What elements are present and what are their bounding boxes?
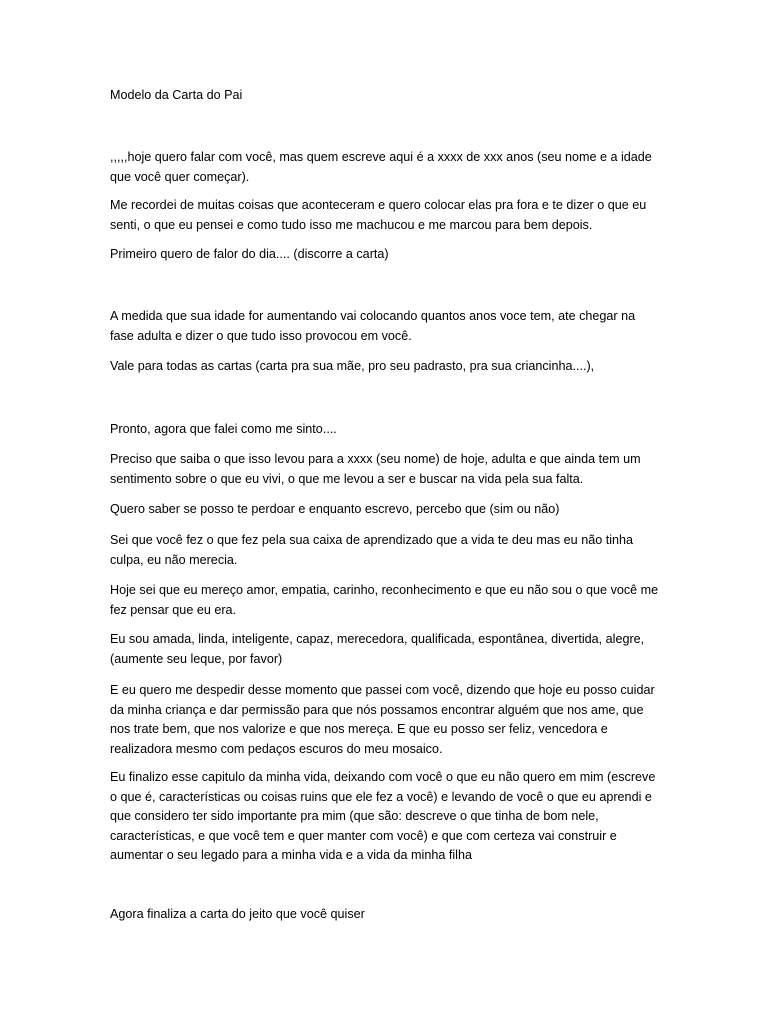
paragraph-forgive: Quero saber se posso te perdoar e enquanto escrevo, percebo que (sim ou não) [110,502,560,516]
paragraph-all-letters: Vale para todas as cartas (carta pra sua mãe, pro seu padrasto, pra sua criancinha....), [110,359,595,373]
paragraph-closing-chapter: Eu finalizo esse capitulo da minha vida, deixando com você o que eu não quero em mim (escreve o que é, características ou coisas ruins que ele fez a você) e levando de você o que eu aprendi e que considero ter sido importante pra mim (que são: descreve o que tinha de bom nele, características, e que você tem e quer manter com você) e que com certeza vai construir e aumentar o seu legado para a minha vida e a vida da minha filha [110,770,656,862]
paragraph-final-instruction: Agora finaliza a carta do jeito que você quiser [110,907,365,921]
paragraph-need-to-know: Preciso que saiba o que isso levou para a xxxx (seu nome) de hoje, adulta e que ainda tem um sentimento sobre o que eu vivi, o que me levou a ser e buscar na vida pela sua falta. [110,452,641,486]
paragraph-not-my-fault: Sei que você fez o que fez pela sua caixa de aprendizado que a vida te deu mas eu não tinha culpa, eu não merecia. [110,533,634,567]
paragraph-i-deserve: Hoje sei que eu mereço amor, empatia, carinho, reconhecimento e que eu não sou o que você me fez pensar que eu era. [110,583,659,617]
paragraph-i-am: Eu sou amada, linda, inteligente, capaz, merecedora, qualificada, espontânea, divertida, alegre, (aumente seu leque, por favor) [110,632,645,666]
document-title: Modelo da Carta do Pai [110,88,243,102]
paragraph-ready: Pronto, agora que falei como me sinto.... [110,422,337,436]
paragraph-age-progression: A medida que sua idade for aumentando vai colocando quantos anos voce tem, ate chegar na fase adulta e dizer o que tudo isso provocou em você. [110,309,636,343]
paragraph-memories: Me recordei de muitas coisas que aconteceram e quero colocar elas pra fora e te dizer o que eu senti, o que eu pensei e como tudo isso me machucou e me marcou para bem depois. [110,198,647,232]
paragraph-farewell: E eu quero me despedir desse momento que passei com você, dizendo que hoje eu posso cuidar da minha criança e dar permissão para que nós possamos encontrar alguém que nos ame, que nos trate bem, que nos valorize e que nos mereça. E que eu posso ser feliz, vencedora e realizadora mesmo com pedaços escuros do meu mosaico. [110,683,655,756]
paragraph-first: Primeiro quero de falor do dia.... (discorre a carta) [110,247,389,261]
paragraph-opening: ,,,,,hoje quero falar com você, mas quem escreve aqui é a xxxx de xxx anos (seu nome e a idade que você quer começar). [110,150,652,184]
